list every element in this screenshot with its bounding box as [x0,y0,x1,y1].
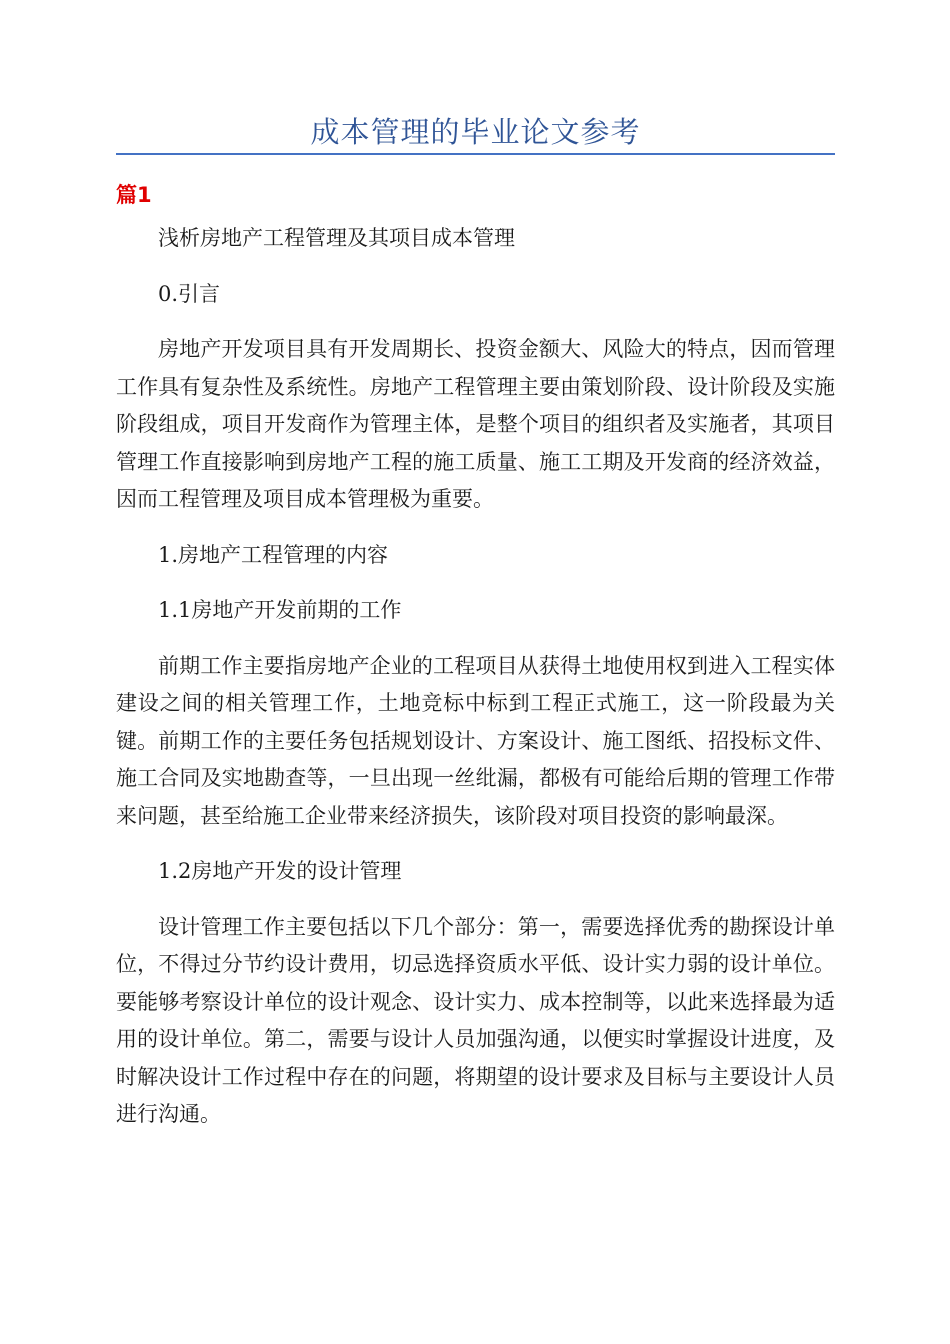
paragraph-intro: 房地产开发项目具有开发周期长、投资金额大、风险大的特点，因而管理工作具有复杂性及系统性。房地产工程管理主要由策划阶段、设计阶段及实施阶段组成，项目开发商作为管理主体，是整个项目的组织者及实施者，其项目管理工作直接影响到房地产工程的施工质量、施工工期及开发商的经济效益，因而工程管理及项目成本管理极为重要。 [116,337,835,511]
paragraph-design-management: 设计管理工作主要包括以下几个部分：第一，需要选择优秀的勘探设计单位，不得过分节约设计费用，切忌选择资质水平低、设计实力弱的设计单位。要能够考察设计单位的设计观念、设计实力、成本控制等，以此来选择最为适用的设计单位。第二，需要与设计人员加强沟通，以便实时掌握设计进度，及时解决设计工作过程中存在的问题，将期望的设计要求及目标与主要设计人员进行沟通。 [116,914,835,1126]
paragraph-heading-1-1: 1.1房地产开发前期的工作 [158,598,402,622]
title-underline [116,153,835,155]
section-label: 篇1 [116,183,152,207]
paragraph-preliminary-work: 前期工作主要指房地产企业的工程项目从获得土地使用权到进入工程实体建设之间的相关管理工作，土地竞标中标到工程正式施工，这一阶段最为关键。前期工作的主要任务包括规划设计、方案设计、施工图纸、招投标文件、施工合同及实地勘查等，一旦出现一丝纰漏，都极有可能给后期的管理工作带来问题，甚至给施工企业带来经济损失，该阶段对项目投资的影响最深。 [116,653,835,828]
document-title: 成本管理的毕业论文参考 [310,115,641,149]
paragraph-heading-1-2: 1.2房地产开发的设计管理 [158,859,402,883]
paragraph-heading-intro: 0.引言 [158,281,221,306]
document-body [116,220,835,1152]
paragraph-article-title: 浅析房地产工程管理及其项目成本管理 [158,226,515,250]
paragraph-heading-1: 1.房地产工程管理的内容 [158,542,389,567]
